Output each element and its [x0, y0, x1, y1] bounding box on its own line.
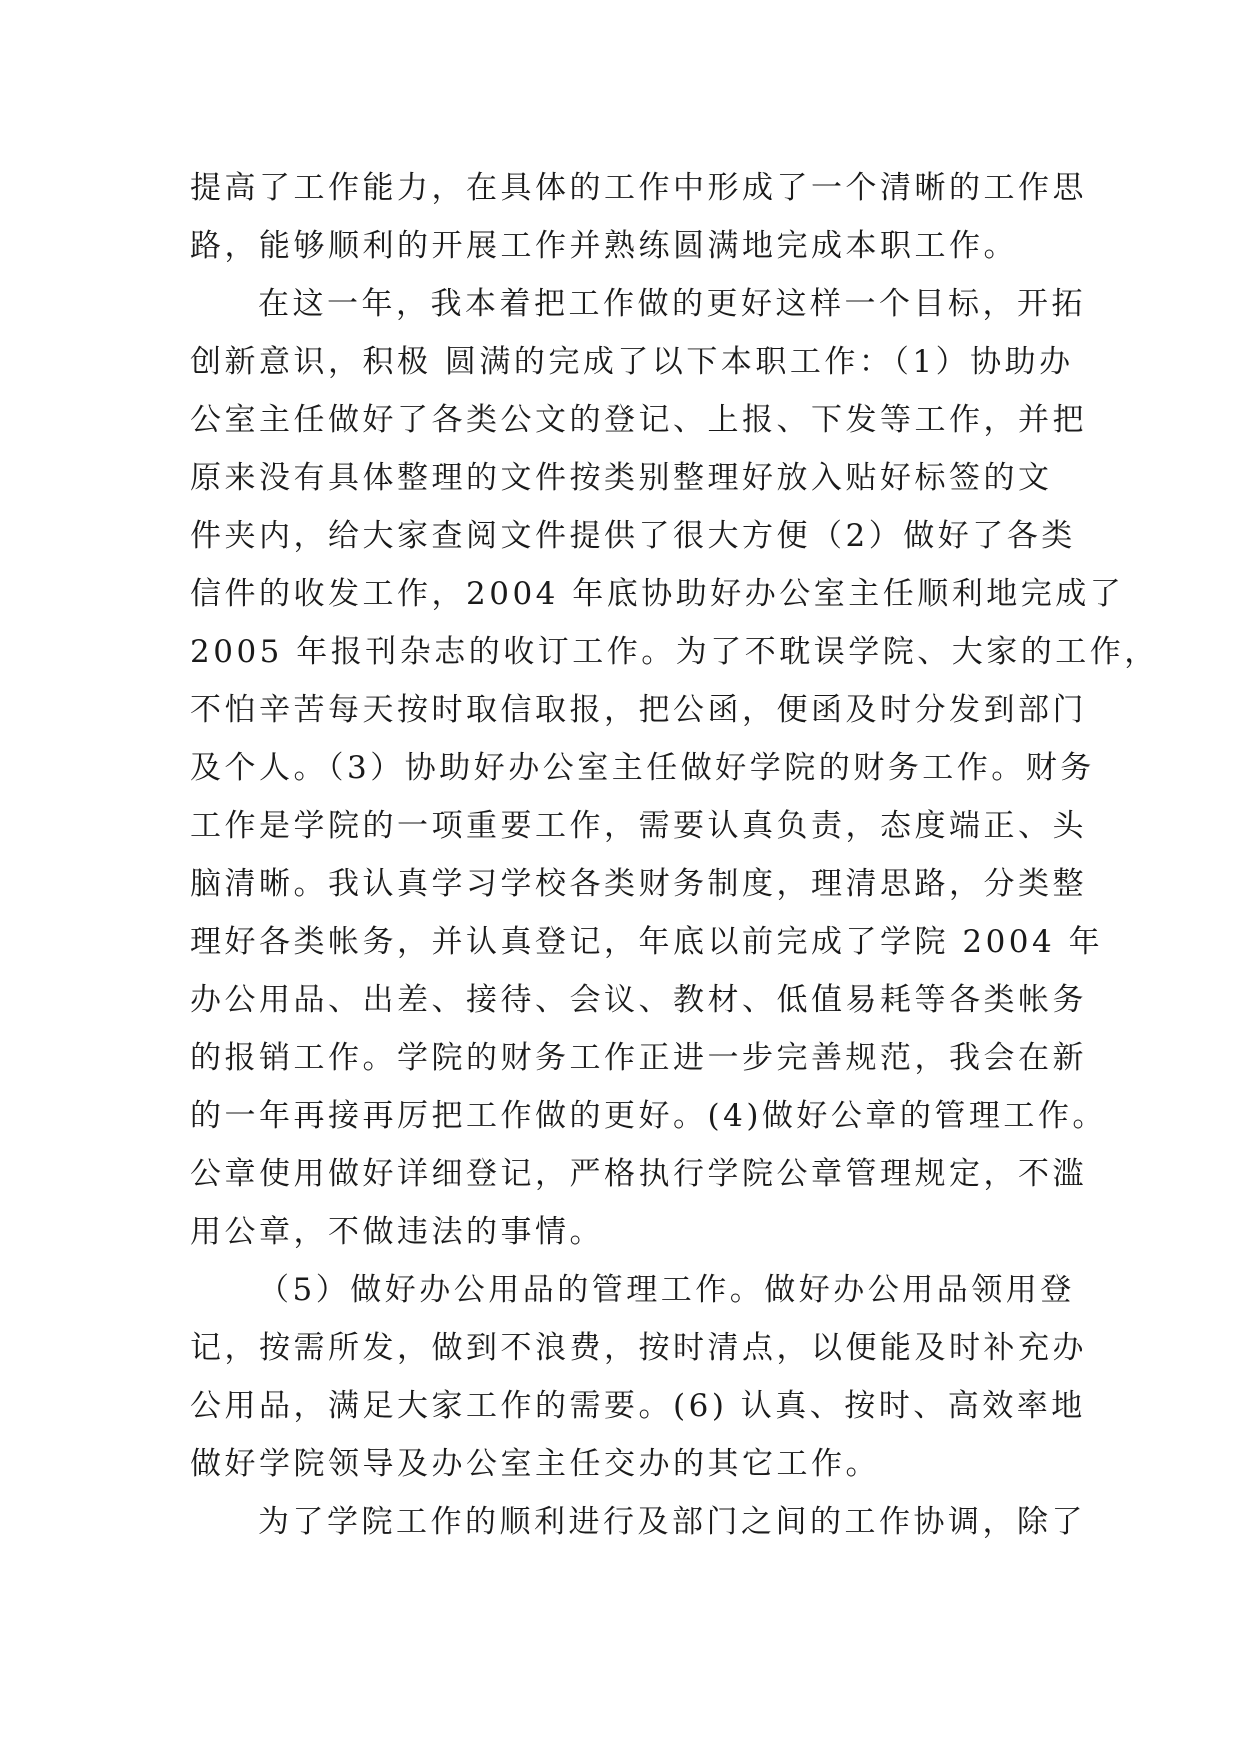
- text-line: 在这一年，我本着把工作做的更好这样一个目标，开拓: [258, 286, 1086, 322]
- text-line: 不怕辛苦每天按时取信取报，把公函，便函及时分发到部门: [190, 692, 1087, 728]
- text-line: 2005 年报刊杂志的收订工作。为了不耽误学院、大家的工作，: [190, 634, 1159, 670]
- paragraph-2: [190, 275, 1159, 1261]
- text-line: 办公用品、出差、接待、会议、教材、低值易耗等各类帐务: [190, 982, 1087, 1018]
- paragraph-4: [190, 1493, 1086, 1551]
- text-line: 为了学院工作的顺利进行及部门之间的工作协调，除了: [258, 1504, 1086, 1540]
- text-line: 用公章，不做违法的事情。: [190, 1214, 604, 1250]
- text-line: 脑清晰。我认真学习学校各类财务制度，理清思路，分类整: [190, 866, 1087, 902]
- text-line: 做好学院领导及办公室主任交办的其它工作。: [190, 1446, 880, 1482]
- text-line: 公用品，满足大家工作的需要。(6) 认真、按时、高效率地: [190, 1388, 1086, 1424]
- text-line: 工作是学院的一项重要工作，需要认真负责，态度端正、头: [190, 808, 1087, 844]
- paragraph-1: [190, 159, 1087, 275]
- text-line: 记，按需所发，做到不浪费，按时清点，以便能及时补充办: [190, 1330, 1087, 1366]
- paragraph-3: [190, 1261, 1087, 1493]
- text-line: 件夹内，给大家查阅文件提供了很大方便（2）做好了各类: [190, 518, 1076, 554]
- text-line: 公室主任做好了各类公文的登记、上报、下发等工作，并把: [190, 402, 1087, 438]
- text-line: 信件的收发工作，2004 年底协助好办公室主任顺利地完成了: [190, 576, 1125, 612]
- text-line: 路，能够顺利的开展工作并熟练圆满地完成本职工作。: [190, 228, 1018, 264]
- text-line: 的一年再接再厉把工作做的更好。(4)做好公章的管理工作。: [190, 1098, 1107, 1134]
- text-line: 及个人。（3）协助好办公室主任做好学院的财务工作。财务: [190, 750, 1095, 786]
- text-line: 公章使用做好详细登记，严格执行学院公章管理规定，不滥: [190, 1156, 1087, 1192]
- text-line: 创新意识，积极 圆满的完成了以下本职工作：（1）协助办: [190, 344, 1074, 380]
- text-line: （5）做好办公用品的管理工作。做好办公用品领用登: [258, 1272, 1075, 1308]
- text-line: 的报销工作。学院的财务工作正进一步完善规范，我会在新: [190, 1040, 1087, 1076]
- text-line: 理好各类帐务，并认真登记，年底以前完成了学院 2004 年: [190, 924, 1104, 960]
- text-line: 原来没有具体整理的文件按类别整理好放入贴好标签的文: [190, 460, 1053, 496]
- text-line: 提高了工作能力，在具体的工作中形成了一个清晰的工作思: [190, 170, 1087, 206]
- document-body: [190, 159, 1159, 1551]
